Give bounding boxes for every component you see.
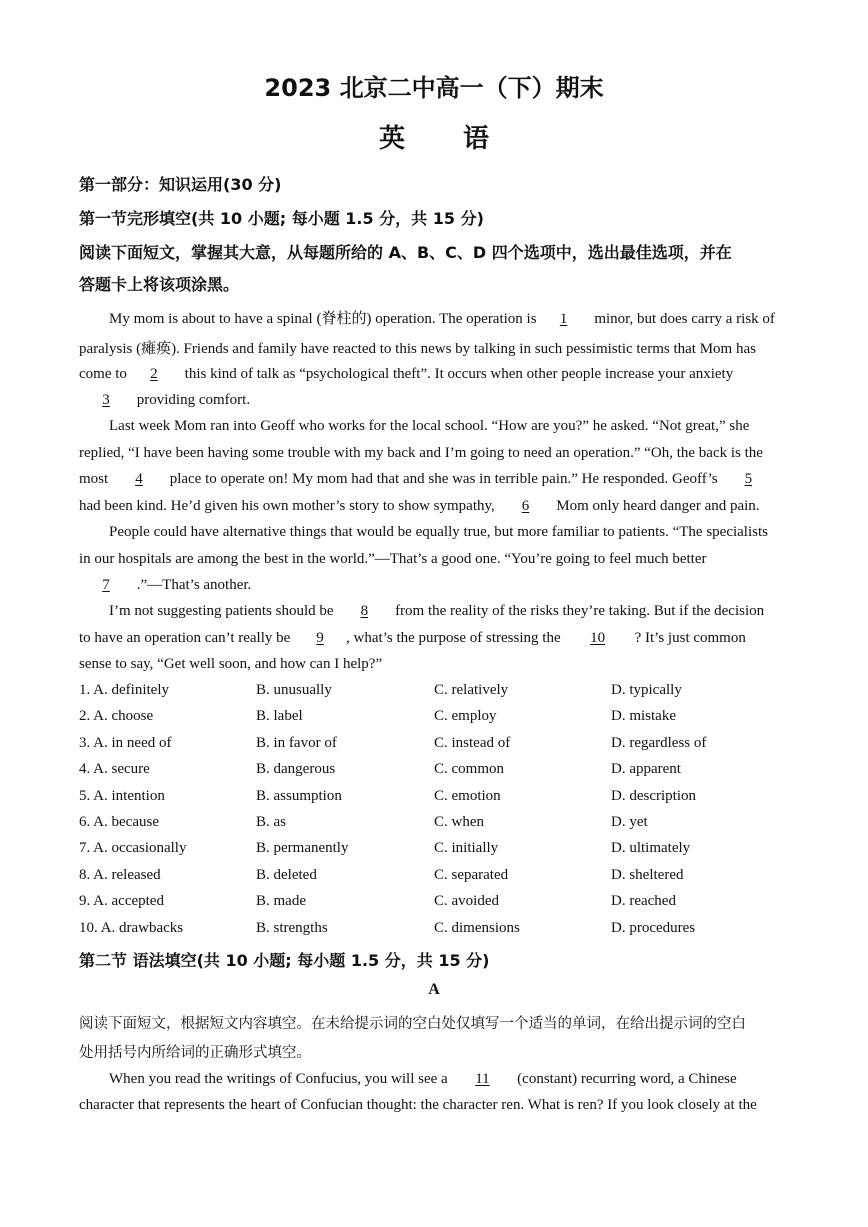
section2-passage-label: A <box>428 981 440 998</box>
option-c: C. emotion <box>434 788 501 804</box>
passage-line: come to 2 this kind of talk as “psychological theft”. It occurs when other people increase your anxiety <box>79 366 734 382</box>
option-row <box>79 920 799 940</box>
passage-line: When you read the writings of Confucius, you will see a 11 (constant) recurring word, a Chinese <box>109 1071 737 1087</box>
passage-line: Last week Mom ran into Geoff who works for the local school. “How are you?” he asked. “Not great,” she <box>109 418 750 434</box>
option-c: C. common <box>434 761 504 777</box>
option-d: D. mistake <box>611 708 676 724</box>
option-a: 1. A. definitely <box>79 682 169 698</box>
option-c: C. relatively <box>434 682 509 698</box>
passage-line: most 4 place to operate on! My mom had that and she was in terrible pain.” He responded. Geoff’s 5 <box>79 471 775 488</box>
option-a: 8. A. released <box>79 867 161 883</box>
option-b: B. assumption <box>256 788 342 804</box>
section2-instructions-line1: 阅读下面短文，根据短文内容填空。在未给提示词的空白处仅填写一个适当的单词，在给出提示词的空白 <box>79 1016 746 1032</box>
cloze-blank-9: 9 <box>316 630 324 646</box>
option-row <box>79 893 799 913</box>
option-c: C. dimensions <box>434 920 520 936</box>
option-b: B. strengths <box>256 920 328 936</box>
option-b: B. permanently <box>256 840 349 856</box>
option-d: D. typically <box>611 682 682 698</box>
passage-line: character that represents the heart of Confucian thought: the character ren. What is ren? If you look closely at the <box>79 1097 757 1113</box>
option-d: D. ultimately <box>611 840 691 856</box>
passage-line: I’m not suggesting patients should be 8 from the reality of the risks they’re taking. But if the decision <box>109 603 765 619</box>
passage-line: to have an operation can’t really be 9 , what’s the purpose of stressing the 10 ? It’s just common <box>79 630 746 646</box>
option-d: D. apparent <box>611 761 681 777</box>
section2-instructions-line2: 处用括号内所给词的正确形式填空。 <box>79 1045 311 1061</box>
option-c: C. initially <box>434 840 499 856</box>
option-row <box>79 708 799 728</box>
cloze-blank-8: 8 <box>360 603 369 619</box>
option-a: 3. A. in need of <box>79 735 172 751</box>
option-b: B. label <box>256 708 303 724</box>
option-d: D. sheltered <box>611 867 684 883</box>
cloze-blank-10: 10 <box>590 630 606 646</box>
option-b: B. deleted <box>256 867 317 883</box>
option-row <box>79 867 799 887</box>
option-d: D. procedures <box>611 920 696 936</box>
option-row <box>79 814 799 834</box>
cloze-blank-3: 3 <box>102 392 110 408</box>
option-c: C. when <box>434 814 484 830</box>
passage-line: People could have alternative things that would be equally true, but more familiar to patients. “The specialists <box>109 524 768 540</box>
passage-line: in our hospitals are among the best in the world.”—That’s a good one. “You’re going to feel much better <box>79 551 707 567</box>
cloze-blank-7: 7 <box>102 577 110 593</box>
section2-heading: 第二节 语法填空(共 10 小题; 每小题 1.5 分，共 15 分) <box>79 951 490 970</box>
option-a: 6. A. because <box>79 814 159 830</box>
option-d: D. description <box>611 788 696 804</box>
option-a: 2. A. choose <box>79 708 154 724</box>
option-c: C. separated <box>434 867 509 883</box>
option-a: 9. A. accepted <box>79 893 164 909</box>
grammar-blank-11: 11 <box>475 1071 490 1087</box>
passage-line: sense to say, “Get well soon, and how can I help?” <box>79 656 383 672</box>
passage-line: replied, “I have been having some trouble with my back and I’m going to need an operation.” “Oh, the back is the <box>79 445 763 461</box>
section1-instructions-line1: 阅读下面短文，掌握其大意，从每题所给的 A、B、C、D 四个选项中，选出最佳选项，并在 <box>79 243 732 262</box>
passage-line: My mom is about to have a spinal (脊柱的) operation. The operation is 1 minor, but does carry a risk of <box>109 311 775 327</box>
option-a: 10. A. drawbacks <box>79 920 184 936</box>
option-a: 5. A. intention <box>79 788 165 804</box>
option-row <box>79 735 799 755</box>
cloze-blank-5: 5 <box>744 471 753 487</box>
option-c: C. instead of <box>434 735 511 751</box>
option-row <box>79 761 799 781</box>
option-c: C. avoided <box>434 893 499 909</box>
option-d: D. regardless of <box>611 735 707 751</box>
option-b: B. made <box>256 893 306 909</box>
option-a: 4. A. secure <box>79 761 150 777</box>
option-b: B. dangerous <box>256 761 336 777</box>
cloze-blank-1: 1 <box>559 311 568 327</box>
passage-line: paralysis (瘫痪). Friends and family have reacted to this news by talking in such pessimistic terms that Mom has <box>79 341 756 357</box>
option-row <box>79 682 799 702</box>
option-c: C. employ <box>434 708 497 724</box>
subject-title: 英语 <box>378 124 547 154</box>
cloze-blank-4: 4 <box>135 471 143 487</box>
section1-heading: 第一节完形填空(共 10 小题; 每小题 1.5 分，共 15 分) <box>79 209 484 228</box>
option-row <box>79 788 799 808</box>
option-d: D. yet <box>611 814 648 830</box>
cloze-blank-2: 2 <box>150 366 158 382</box>
option-b: B. unusually <box>256 682 332 698</box>
passage-line: 3 providing comfort. <box>79 392 250 409</box>
option-a: 7. A. occasionally <box>79 840 187 856</box>
part1-heading: 第一部分：知识运用(30 分) <box>79 175 282 194</box>
passage-line: had been kind. He’d given his own mother’s story to show sympathy, 6 Mom only heard danger and pain. <box>79 498 760 514</box>
option-d: D. reached <box>611 893 676 909</box>
option-b: B. as <box>256 814 286 830</box>
passage-line: 7 .”—That’s another. <box>79 577 251 594</box>
option-row <box>79 840 799 860</box>
section1-instructions-line2: 答题卡上将该项涂黑。 <box>79 275 240 294</box>
exam-title: 2023 北京二中高一（下）期末 <box>264 74 604 102</box>
option-b: B. in favor of <box>256 735 337 751</box>
cloze-blank-6: 6 <box>521 498 530 514</box>
